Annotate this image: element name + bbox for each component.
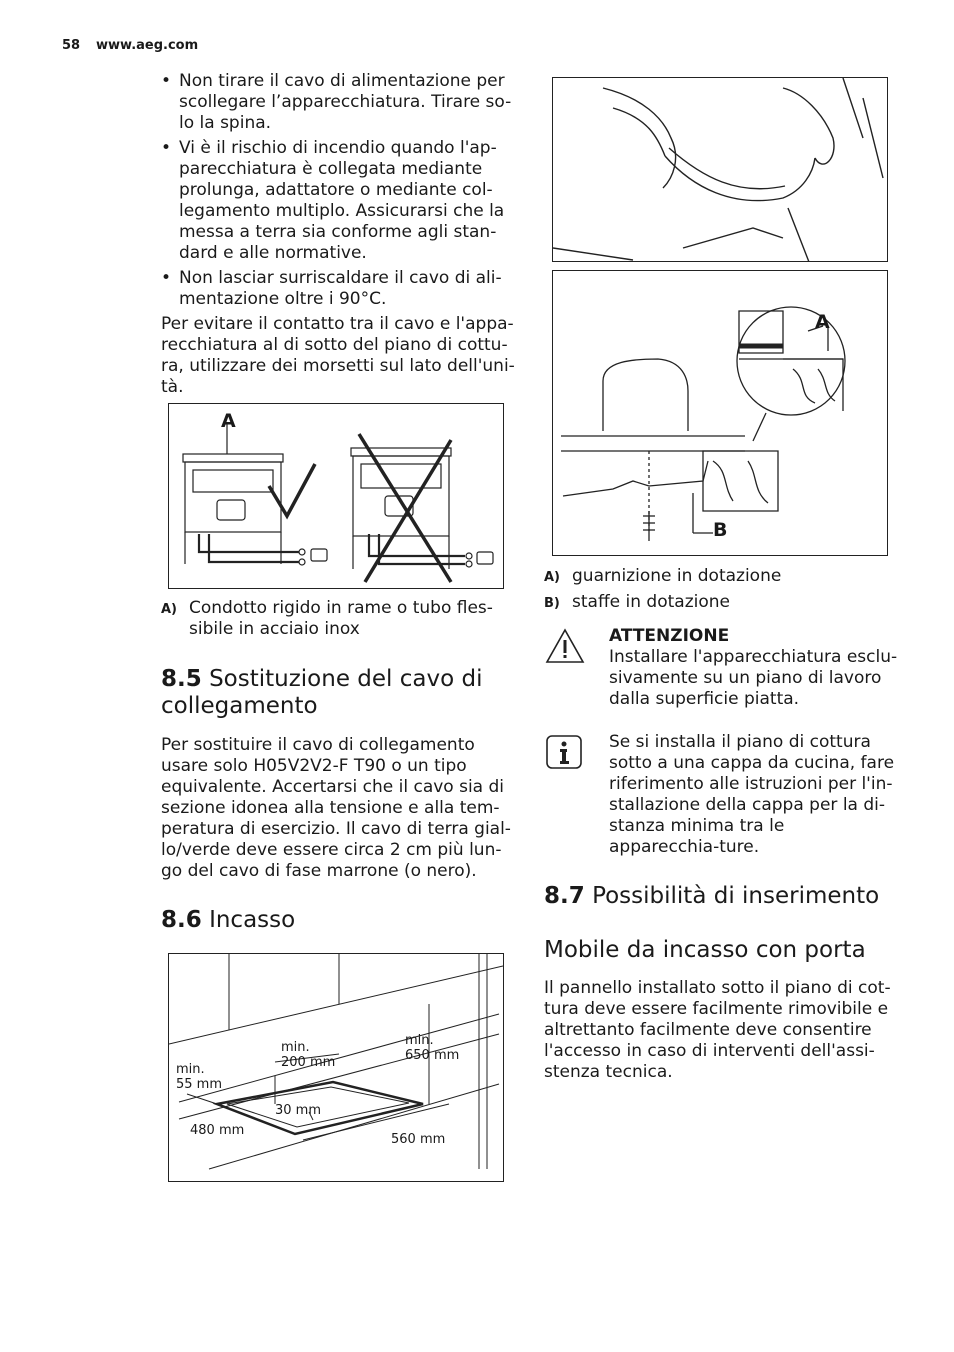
installation-dimensions-figure [168, 953, 504, 1182]
caption-text: staffe in dotazione [572, 592, 730, 612]
gasket-application-figure [552, 77, 888, 262]
cable-routing-illustration [169, 404, 503, 588]
section-8-7-body: Il pannello installato sotto il piano di cot-tura deve essere facilmente rimovibile e altrettanto facilmente deve consentire l'accesso in caso di interventi dell'assi-stenza tecnica. [544, 978, 891, 1082]
section-number: 8.6 [161, 907, 202, 933]
intro-paragraph: Per evitare il contatto tra il cavo e l'appa-recchiatura al di sotto del piano di cottu-ra, utilizzare dei morsetti sul lato dell'uni-tà. [161, 314, 515, 397]
warning-text: Installare l'apparecchiatura esclu-sivamente su un piano di lavoro dalla superficie piatta. [609, 647, 898, 709]
section-title: Sostituzione del cavo di collegamento [161, 666, 483, 719]
installation-section-figure [552, 270, 888, 556]
fig-caption-a [544, 566, 904, 588]
dim-30: 30 mm [275, 1103, 322, 1118]
warning-block [609, 626, 899, 710]
caption-text: guarnizione in dotazione [572, 566, 782, 586]
section-8-6-heading [161, 907, 521, 934]
caption-key: A) [161, 602, 178, 617]
section-8-7-heading [544, 883, 924, 910]
cable-routing-figure [168, 403, 504, 589]
caption-key: B) [544, 596, 560, 611]
warning-title: ATTENZIONE [609, 626, 730, 646]
page-number: 58 [62, 38, 81, 53]
bullet-item: • Non lasciar surriscaldare il cavo di ali-mentazione oltre i 90°C. [161, 268, 516, 310]
fig-label-a: A [815, 311, 830, 333]
section-title: Incasso [209, 907, 296, 933]
info-icon [545, 734, 585, 774]
section-8-5-heading [161, 666, 521, 720]
bullet-item: • Vi è il rischio di incendio quando l'ap-parecchiatura è collegata mediante prolunga, adattatore o mediante col-legamento multiplo. Assicurarsi che la messa a terra sia conforme agli stan-dard e alle normative. [161, 138, 516, 264]
section-8-7-subheading: Mobile da incasso con porta [544, 937, 866, 963]
section-number: 8.7 [544, 883, 585, 909]
dim-480: 480 mm [190, 1123, 245, 1138]
section-detail-illustration [553, 271, 887, 555]
dim-min-650: min. 650 mm [405, 1033, 460, 1063]
section-title: Possibilità di inserimento [592, 883, 880, 909]
fig1-caption [161, 598, 511, 640]
dim-560: 560 mm [391, 1132, 446, 1147]
hands-gasket-illustration [553, 78, 887, 261]
caption-key: A) [544, 570, 561, 585]
left-intro [161, 71, 516, 398]
section-number: 8.5 [161, 666, 202, 692]
warning-icon [545, 628, 585, 668]
bullet-item: • Non tirare il cavo di alimentazione per scollegare l’apparecchiatura. Tirare so-lo la spina. [161, 71, 516, 134]
dim-min-200: min. 200 mm [281, 1040, 336, 1070]
caption-text: Condotto rigido in rame o tubo fles-sibile in acciaio inox [189, 598, 493, 639]
fig-label-b: B [713, 519, 728, 541]
site-url: www.aeg.com [96, 38, 199, 53]
dim-min-55: min. 55 mm [176, 1062, 223, 1092]
fig1-label-a: A [221, 410, 236, 432]
section-8-5-body: Per sostituire il cavo di collegamento usare solo H05V2V2-F T90 o un tipo equivalente. Accertarsi che il cavo sia di sezione idonea alla tensione e alla tem-peratura di esercizio. Il cavo di terra gial-lo/verde deve essere circa 2 cm più lun-go del cavo di fase marrone (o nero). [161, 735, 511, 881]
fig-caption-b [544, 592, 904, 614]
info-text: Se si installa il piano di cottura sotto a una cappa da cucina, fare riferimento alle istruzioni per l'in-stallazione della cappa per la di-stanza minima tra le apparecchia-ture. [609, 732, 895, 857]
